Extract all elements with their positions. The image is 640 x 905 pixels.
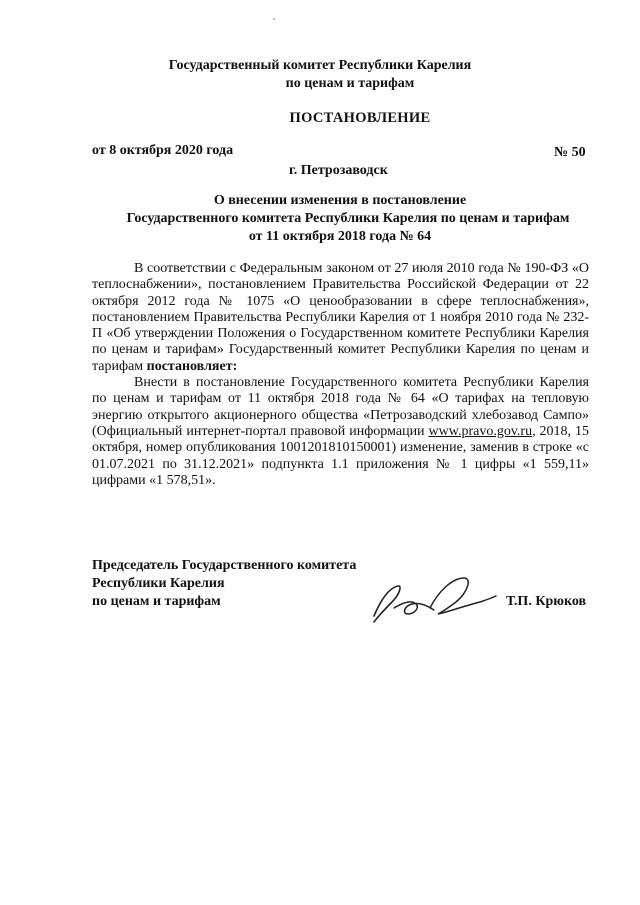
subject-line3: от 11 октября 2018 года № 64 (248, 229, 432, 244)
paragraph-basis-text: В соответствии с Федеральным законом от 27 июля 2010 года № 190-ФЗ «О теплоснабжении», постановлением Правительства Российской Федерации от 22 октября 2012 года № 1075 «О ценообразовании в сфере теплоснабжения», постановлением Правительства Республики Карелия от 1 ноября 2010 года № 232-П «Об утверждении Положения о Государственном комитете Республики Карелия по ценам и тарифам» Государственный комитет Республики Карелия по ценам и тарифам (92, 261, 589, 374)
handwritten-signature (368, 572, 498, 628)
signatory-position-line3: по ценам и тарифам (92, 594, 221, 609)
subject-line1: О внесении изменения в постановление (213, 193, 467, 208)
subject-line2: Государственного комитета Республики Карелия по ценам и тарифам (126, 211, 570, 226)
signatory-position-line2: Республики Карелия (92, 576, 225, 591)
document-type: ПОСТАНОВЛЕНИЕ (289, 110, 431, 126)
scan-speck (273, 18, 275, 20)
paragraph-decision-text-a: Внести в постановление Государственного комитета Республики Карелия по ценам и тарифам от 11 октября 2018 года № 64 «О тарифах на тепловую энергию открытого акционерного общества «Петрозаводский хлебозавод Сампо» (Официальный интернет-портал правовой информации (92, 375, 589, 439)
document-number: № 50 (554, 145, 586, 160)
paragraph-basis (92, 261, 589, 375)
org-name-line1: Государственный комитет Республики Карелия (168, 58, 472, 73)
pravo-link[interactable]: www.pravo.gov.ru (428, 423, 533, 439)
signatory-position (92, 557, 356, 611)
document-body (92, 261, 589, 489)
paragraph-decision (92, 375, 589, 489)
resolves-keyword: постановляет: (146, 358, 238, 374)
org-name-line2: по ценам и тарифам (285, 76, 415, 91)
paragraph-decision-text-b: , 2018, 15 октября, номер опубликования 1001201810150001) изменение, заменив в строке «с 01.07.2021 по 31.12.2021» подпункта 1.1 приложения № 1 цифры «1 559,11» цифрами «1 578,51». (92, 423, 589, 488)
document-date: от 8 октября 2020 года (92, 143, 234, 158)
signatory-position-line1: Председатель Государственного комитета (92, 558, 357, 573)
document-city: г. Петрозаводск (289, 163, 388, 178)
signatory-name: Т.П. Крюков (506, 594, 587, 609)
